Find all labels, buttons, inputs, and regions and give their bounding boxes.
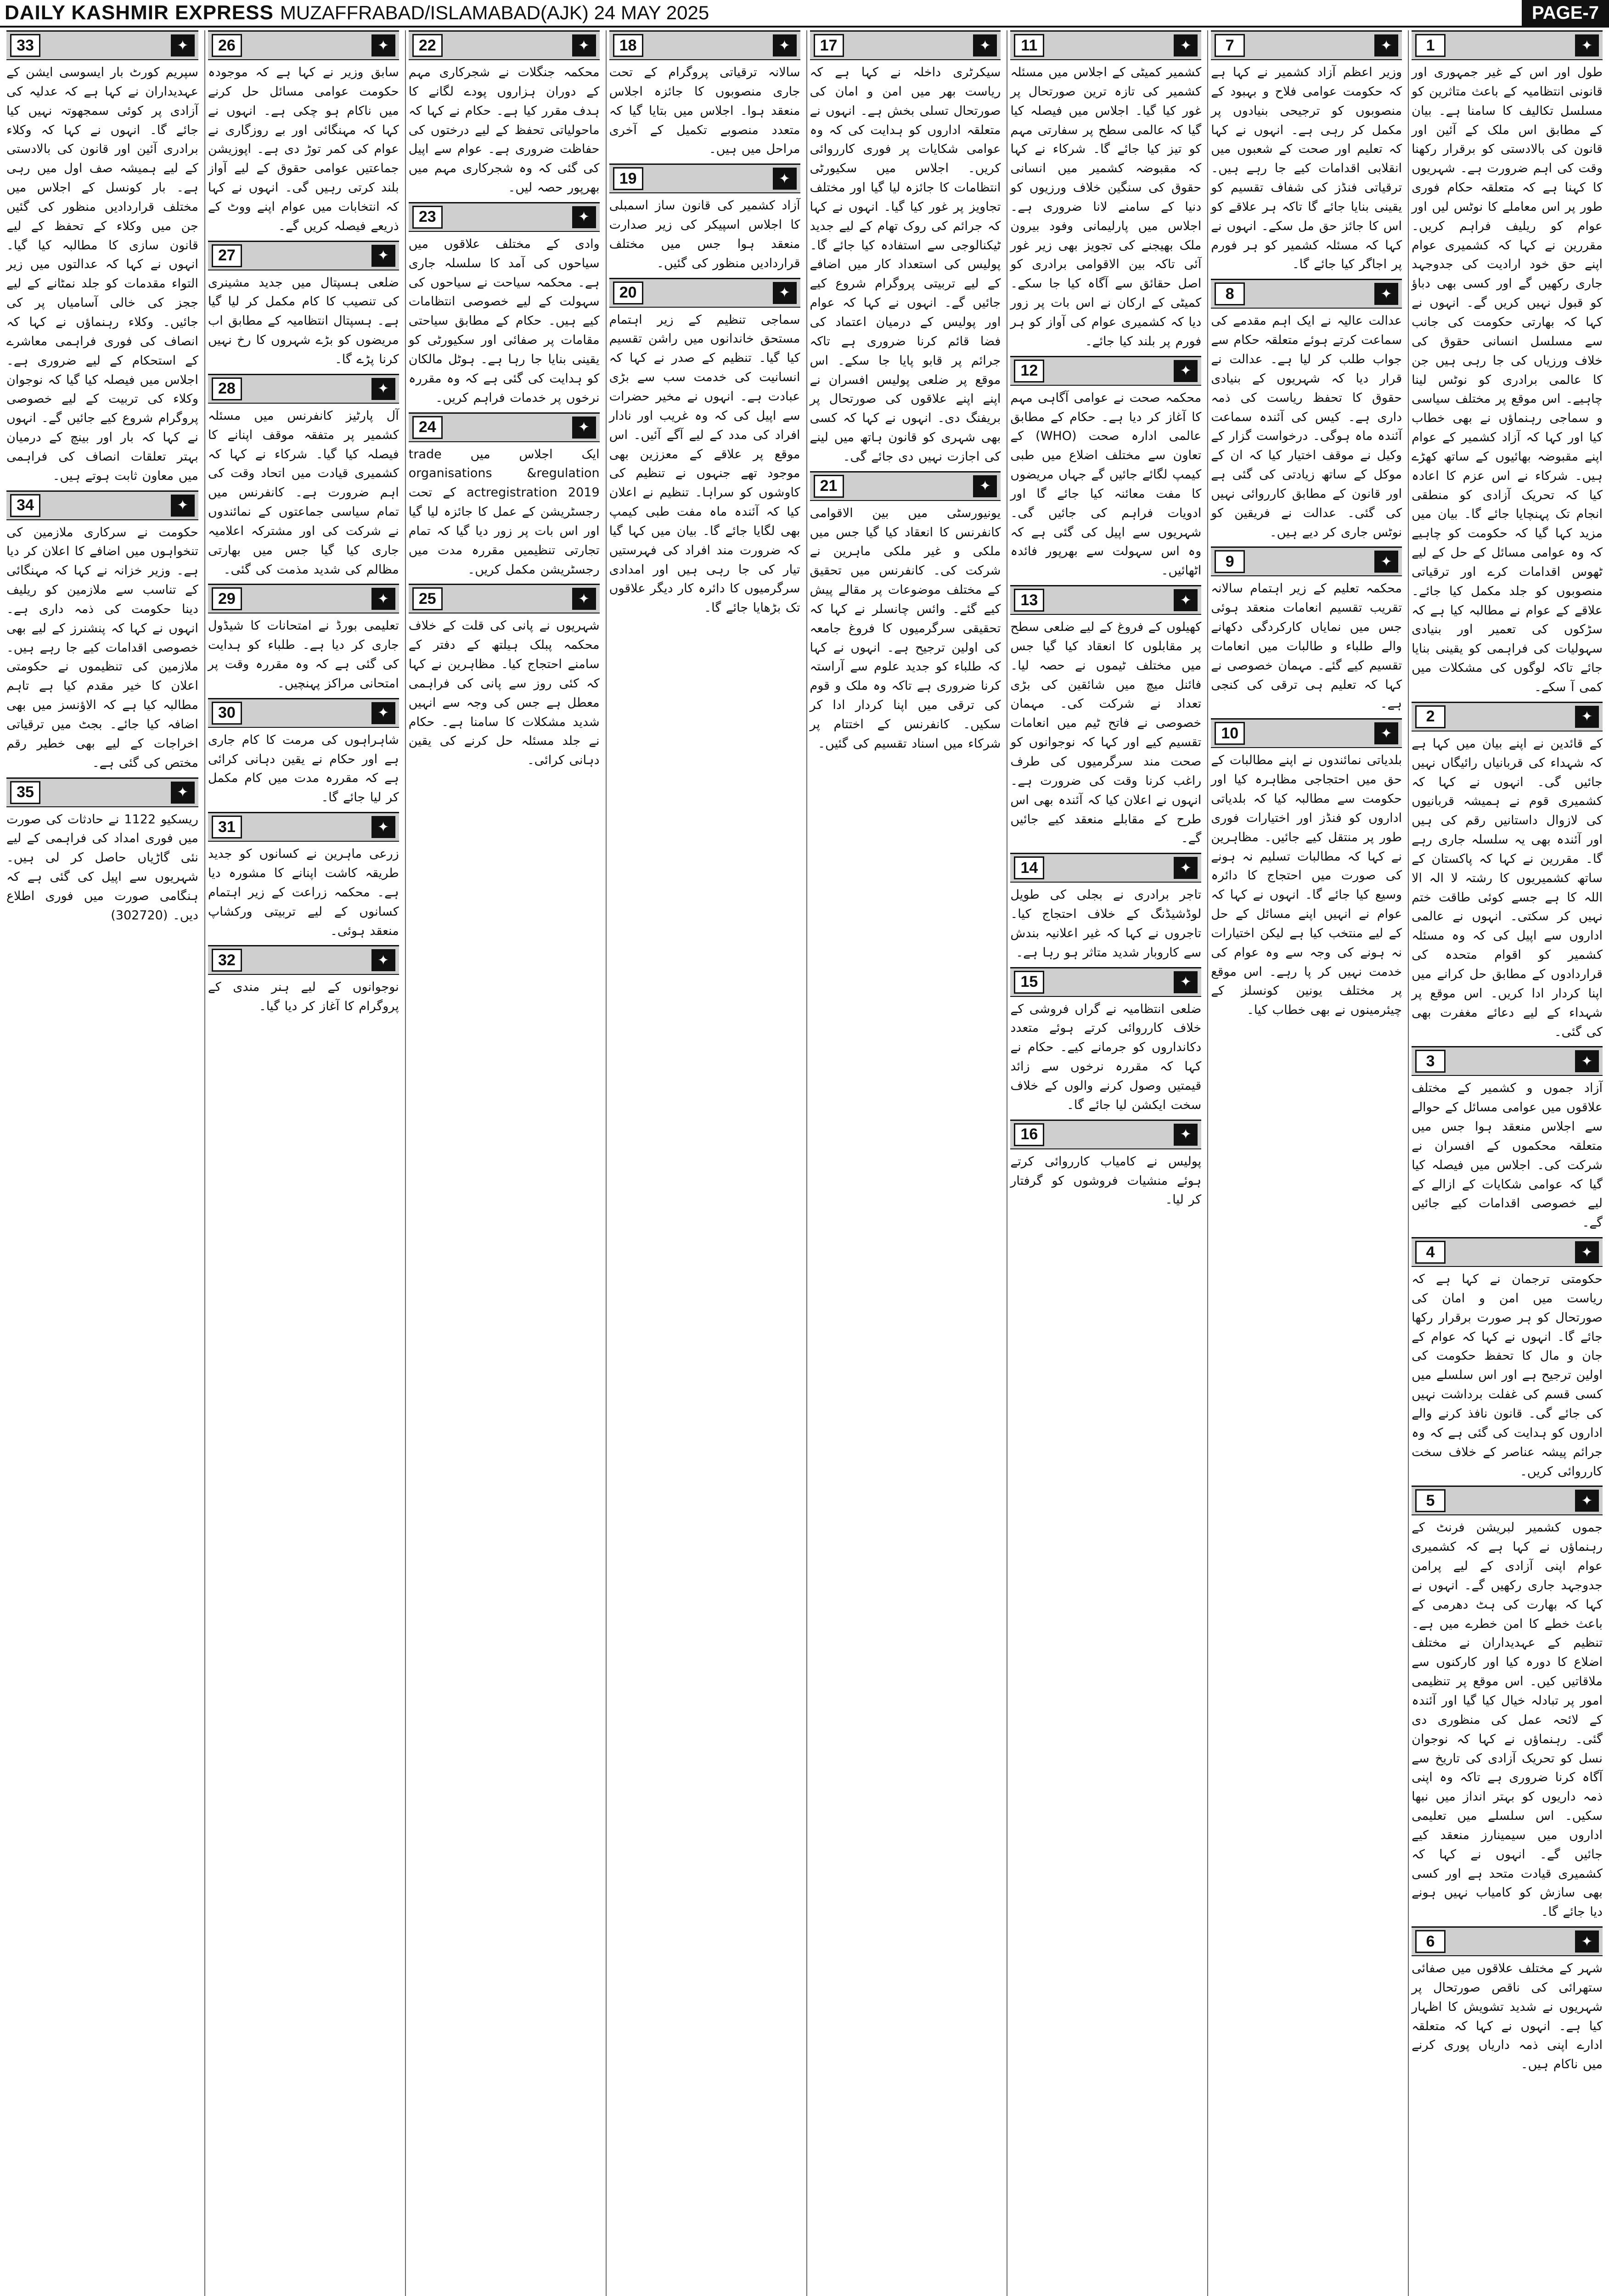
- news-item-header: [1412, 30, 1603, 60]
- news-item: [6, 490, 198, 773]
- news-item-text: کھیلوں کے فروغ کے لیے ضلعی سطح پر مقابلوں کا انعقاد کیا گیا جس میں مختلف ٹیموں نے حصہ لیا۔ فائنل میچ میں شائقین کی بڑی تعداد نے شرکت کی۔ مہمان خصوصی نے فاتح ٹیم میں انعامات تقسیم کیے اور کہا کہ نوجوانوں کو صحت مند سرگرمیوں کی طرف راغب کرنا وقت کی ضرورت ہے۔ انہوں نے اعلان کیا کہ آئندہ بھی اس طرح کے مقابلے منعقد کیے جائیں گے۔: [1010, 620, 1202, 846]
- news-item-number: 17: [814, 34, 844, 57]
- news-item-header: [810, 471, 1001, 501]
- news-item-text: ریسکیو 1122 نے حادثات کی صورت میں فوری امداد کی فراہمی کے لیے نئی گاڑیاں حاصل کر لی ہیں۔ شہریوں سے اپیل کی گئی ہے کہ ہنگامی صورت میں فوری اطلاع دیں۔ (302720): [6, 812, 198, 923]
- news-item-number: 8: [1215, 282, 1245, 305]
- calligraphy-emblem-icon: ✦: [1174, 360, 1198, 382]
- news-item-number: 29: [212, 587, 242, 610]
- newspaper-name: DAILY KASHMIR EXPRESS: [5, 1, 274, 24]
- news-item-header: [208, 241, 399, 270]
- news-item: [1412, 1926, 1603, 2074]
- news-item: [1010, 356, 1201, 580]
- news-item-text: نوجوانوں کے لیے ہنر مندی کے پروگرام کا آغاز کر دیا گیا۔: [208, 980, 399, 1014]
- news-item-header: [1010, 967, 1201, 997]
- news-item-text: کشمیر کمیٹی کے اجلاس میں مسئلہ کشمیر کی تازہ ترین صورتحال پر غور کیا گیا۔ اجلاس میں فیصلہ کیا گیا کہ عالمی سطح پر سفارتی مہم کو تیز کیا جائے گا۔ شرکاء نے کہا کہ مقبوضہ کشمیر میں انسانی حقوق کی سنگین خلاف ورزیوں کو دنیا کے سامنے لانا ضروری ہے۔ اجلاس میں پارلیمانی وفود بیرون ملک بھیجنے کی تجویز بھی زیر غور آئی تاکہ بین الاقوامی برادری کو اصل حقائق سے آگاہ کیا جا سکے۔ کمیٹی کے ارکان نے اس بات پر زور دیا کہ کشمیری عوام کی آواز کو ہر فورم پر بلند کیا جائے۔: [1010, 65, 1202, 349]
- news-item-header: [1211, 546, 1402, 576]
- news-item-number: 4: [1415, 1241, 1446, 1264]
- news-item-text: محکمہ جنگلات نے شجرکاری مہم کے دوران ہزاروں پودے لگانے کا ہدف مقرر کیا ہے۔ حکام نے کہا کہ ماحولیاتی تحفظ کے لیے درختوں کی حفاظت ضروری ہے۔ عوام سے اپیل کی گئی کہ وہ شجرکاری مہم میں بھرپور حصہ لیں۔: [408, 65, 600, 195]
- news-column: [606, 30, 803, 2296]
- news-item-number: 1: [1415, 34, 1446, 57]
- news-item: [6, 30, 198, 486]
- calligraphy-emblem-icon: ✦: [171, 782, 195, 804]
- calligraphy-emblem-icon: ✦: [1374, 283, 1398, 305]
- masthead: [0, 0, 1609, 28]
- news-item-number: 15: [1014, 971, 1044, 994]
- news-item-number: 34: [10, 494, 40, 517]
- news-item-header: [208, 698, 399, 728]
- news-item-header: [208, 812, 399, 842]
- news-item-number: 28: [212, 377, 242, 400]
- news-item-text: شہریوں نے پانی کی قلت کے خلاف محکمہ پبلک ہیلتھ کے دفتر کے سامنے احتجاج کیا۔ مظاہرین نے کہا کہ کئی روز سے پانی کی فراہمی معطل ہے جس کی وجہ سے انہیں شدید مشکلات کا سامنا ہے۔ حکام نے جلد مسئلہ حل کرنے کی یقین دہانی کرائی۔: [408, 619, 600, 768]
- news-item: [1412, 1046, 1603, 1232]
- news-item-header: [1412, 1926, 1603, 1956]
- news-item-text: وادی کے مختلف علاقوں میں سیاحوں کی آمد کا سلسلہ جاری ہے۔ محکمہ سیاحت نے سیاحوں کی سہولت کے لیے خصوصی انتظامات کیے ہیں۔ حکام کے مطابق سیاحتی مقامات پر صفائی اور سکیورٹی کو یقینی بنایا جا رہا ہے۔ ہوٹل مالکان کو ہدایت کی گئی ہے کہ وہ مقررہ نرخوں پر خدمات فراہم کریں۔: [408, 236, 600, 405]
- news-item-header: [208, 584, 399, 613]
- news-item-number: 30: [212, 702, 242, 725]
- calligraphy-emblem-icon: ✦: [572, 588, 596, 610]
- calligraphy-emblem-icon: ✦: [572, 34, 596, 56]
- news-item: [1211, 30, 1402, 274]
- news-item-number: 21: [814, 475, 844, 498]
- news-item-header: [6, 490, 198, 520]
- news-item-number: 23: [412, 206, 443, 229]
- calligraphy-emblem-icon: ✦: [371, 949, 395, 971]
- news-item-header: [1010, 853, 1201, 883]
- news-item: [208, 698, 399, 807]
- news-item-header: [1010, 1120, 1201, 1149]
- news-item: [409, 412, 600, 580]
- news-item-number: 3: [1415, 1050, 1446, 1073]
- news-item-text: حکومت نے سرکاری ملازمین کی تنخواہوں میں اضافے کا اعلان کر دیا ہے۔ وزیر خزانہ نے کہا کہ مہنگائی کے تناسب سے ملازمین کو ریلیف دینا حکومت کی ذمہ داری ہے۔ انہوں نے کہا کہ پنشنرز کے لیے بھی خصوصی اقدامات کیے جا رہے ہیں۔ ملازمین کی تنظیموں نے حکومتی اعلان کا خیر مقدم کیا ہے تاہم مطالبہ کیا ہے کہ الاؤنسز میں بھی اضافہ کیا جائے۔ بجٹ میں ترقیاتی اخراجات کے لیے بھی خطیر رقم مختص کی گئی ہے۔: [6, 525, 198, 770]
- calligraphy-emblem-icon: ✦: [1174, 589, 1198, 611]
- news-item-number: 31: [212, 816, 242, 838]
- calligraphy-emblem-icon: ✦: [371, 702, 395, 724]
- news-item-number: 13: [1014, 589, 1044, 612]
- news-item: [208, 241, 399, 369]
- news-item-text: شاہراہوں کی مرمت کا کام جاری ہے اور حکام نے یقین دہانی کرائی ہے کہ مقررہ مدت میں کام مکمل کر لیا جائے گا۔: [208, 732, 399, 805]
- calligraphy-emblem-icon: ✦: [171, 495, 195, 517]
- news-item-number: 32: [212, 949, 242, 972]
- news-item: [1010, 967, 1201, 1115]
- news-item-number: 2: [1415, 705, 1446, 728]
- calligraphy-emblem-icon: ✦: [1575, 1241, 1599, 1263]
- news-item: [1412, 30, 1603, 697]
- news-item-header: [6, 777, 198, 807]
- news-item: [810, 471, 1001, 754]
- calligraphy-emblem-icon: ✦: [1174, 971, 1198, 993]
- calligraphy-emblem-icon: ✦: [371, 34, 395, 56]
- news-item-text: محکمہ صحت نے عوامی آگاہی مہم کا آغاز کر دیا ہے۔ حکام کے مطابق عالمی ادارہ صحت (WHO) کے تعاون سے مختلف اضلاع میں طبی کیمپ لگائے جائیں گے جہاں مریضوں کا مفت معائنہ کیا جائے گا اور ادویات فراہم کی جائیں گی۔ شہریوں سے اپیل کی گئی ہے کہ وہ اس سہولت سے بھرپور فائدہ اٹھائیں۔: [1010, 390, 1202, 578]
- news-item-text: زرعی ماہرین نے کسانوں کو جدید طریقہ کاشت اپنانے کا مشورہ دیا ہے۔ محکمہ زراعت کے زیر اہتمام کسانوں کے لیے تربیتی ورکشاپ منعقد ہوئی۔: [208, 847, 399, 938]
- news-item-header: [208, 945, 399, 975]
- news-item-text: ضلعی ہسپتال میں جدید مشینری کی تنصیب کا کام مکمل کر لیا گیا ہے۔ ہسپتال انتظامیہ کے مطابق اب مریضوں کو بڑے شہروں کا رخ نہیں کرنا پڑے گا۔: [208, 275, 399, 366]
- news-item-header: [1412, 1046, 1603, 1076]
- news-item-text: تاجر برادری نے بجلی کی طویل لوڈشیڈنگ کے خلاف احتجاج کیا۔ تاجروں نے کہا کہ غیر اعلانیہ بندش سے کاروبار شدید متاثر ہو رہا ہے۔: [1010, 888, 1202, 960]
- news-item-header: [1010, 356, 1201, 386]
- news-item-text: طول اور اس کے غیر جمہوری اور قانونی انتظامیہ کے باعث متاثرین کو مسلسل تکالیف کا سامنا ہے۔ بیان کے مطابق اس ملک کے آئین اور قانون کی بالادستی کو برقرار رکھنا وقت کی اہم ضرورت ہے۔ شہریوں کا کہنا ہے کہ متعلقہ حکام فوری طور پر اس معاملے کا نوٹس لیں اور عوام کو ریلیف فراہم کریں۔ مقررین نے کہا کہ کشمیری عوام اپنے حق خود ارادیت کی جدوجہد جاری رکھیں گے اور کسی بھی دباؤ کو قبول نہیں کریں گے۔ انہوں نے کہا کہ بھارتی حکومت کی جانب سے مسلسل انسانی حقوق کی خلاف ورزیاں کی جا رہی ہیں جن کا عالمی برادری کو نوٹس لینا چاہیے۔ اس موقع پر مختلف سیاسی و سماجی رہنماؤں نے بھی خطاب کیا اور کہا کہ آزاد کشمیر کے عوام اپنے مقبوضہ بھائیوں کے ساتھ کھڑے ہیں۔ شرکاء نے اس عزم کا اعادہ کیا کہ تحریک آزادی کو منطقی انجام تک پہنچایا جائے گا۔ بیان میں مزید کہا گیا کہ حکومت کو چاہیے کہ وہ عوامی مسائل کے حل کے لیے ٹھوس اقدامات کرے اور ترقیاتی منصوبوں کو جلد مکمل کیا جائے۔ علاقے کے عوام نے مطالبہ کیا ہے کہ سڑکوں کی تعمیر اور بنیادی سہولیات کی فراہمی کو یقینی بنایا جائے تاکہ لوگوں کی مشکلات میں کمی آ سکے۔: [1412, 65, 1603, 694]
- news-item-header: [609, 163, 800, 193]
- news-item-number: 25: [412, 587, 443, 610]
- news-item-text: بلدیاتی نمائندوں نے اپنے مطالبات کے حق میں احتجاجی مظاہرہ کیا اور حکومت سے مطالبہ کیا کہ بلدیاتی اداروں کو فنڈز اور اختیارات فوری طور پر منتقل کیے جائیں۔ مظاہرین نے کہا کہ مطالبات تسلیم نہ ہونے کی صورت میں احتجاج کا دائرہ وسیع کیا جائے گا۔ انہوں نے کہا کہ عوام نے انہیں اپنے مسائل کے حل کے لیے منتخب کیا ہے لیکن اختیارات نہ ہونے کی وجہ سے وہ عوام کی خدمت نہیں کر پا رہے۔ اس موقع پر مختلف یونین کونسلز کے چیئرمینوں نے بھی خطاب کیا۔: [1211, 753, 1402, 1018]
- news-item: [1412, 1237, 1603, 1481]
- news-item-text: پولیس نے کامیاب کارروائی کرتے ہوئے منشیات فروشوں کو گرفتار کر لیا۔: [1010, 1154, 1202, 1207]
- news-item-text: سیکرٹری داخلہ نے کہا ہے کہ ریاست بھر میں امن و امان کی صورتحال تسلی بخش ہے۔ انہوں نے متعلقہ اداروں کو ہدایت کی کہ وہ عوامی شکایات پر فوری کارروائی کریں۔ اجلاس میں سکیورٹی انتظامات کا جائزہ لیا گیا اور مختلف تجاویز پر غور کیا گیا۔ انہوں نے کہا کہ جرائم کی روک تھام کے لیے جدید ٹیکنالوجی سے استفادہ کیا جائے گا۔ پولیس کی استعداد کار میں اضافے کے لیے تربیتی پروگرام شروع کیے جائیں گے۔ انہوں نے کہا کہ عوام اور پولیس کے درمیان اعتماد کی فضا قائم کرنا ضروری ہے تاکہ جرائم پر قابو پایا جا سکے۔ اس موقع پر ضلعی پولیس افسران نے اپنے اپنے علاقوں کی صورتحال پر بریفنگ دی۔ انہوں نے کہا کہ کسی بھی شہری کو قانون ہاتھ میں لینے کی اجازت نہیں دی جائے گی۔: [810, 65, 1001, 464]
- news-item: [609, 163, 800, 273]
- news-item: [1412, 1486, 1603, 1922]
- news-item-header: [1412, 702, 1603, 732]
- news-item-text: آزاد کشمیر کی قانون ساز اسمبلی کا اجلاس اسپیکر کی زیر صدارت منعقد ہوا جس میں مختلف قراردادیں منظور کی گئیں۔: [609, 198, 800, 270]
- dateline: MUZAFFRABAD/ISLAMABAD(AJK) 24 MAY 2025: [280, 2, 709, 23]
- news-item-header: [208, 374, 399, 404]
- news-item-text: محکمہ تعلیم کے زیر اہتمام سالانہ تقریب تقسیم انعامات منعقد ہوئی جس میں نمایاں کارکردگی دکھانے والے طلباء و طالبات میں انعامات تقسیم کیے گئے۔ مہمان خصوصی نے کہا کہ تعلیم ہی ترقی کی کنجی ہے۔: [1211, 581, 1402, 711]
- news-item-number: 24: [412, 416, 443, 439]
- news-item-number: 35: [10, 781, 40, 804]
- news-item: [208, 374, 399, 580]
- calligraphy-emblem-icon: ✦: [572, 416, 596, 439]
- news-item-header: [1211, 30, 1402, 60]
- news-item-header: [1211, 279, 1402, 309]
- news-item-header: [409, 584, 600, 613]
- calligraphy-emblem-icon: ✦: [1575, 1490, 1599, 1512]
- news-item: [409, 202, 600, 408]
- news-item-number: 9: [1215, 550, 1245, 573]
- news-item-number: 5: [1415, 1489, 1446, 1512]
- news-item-header: [1010, 30, 1201, 60]
- calligraphy-emblem-icon: ✦: [171, 34, 195, 56]
- news-item-text: یونیورسٹی میں بین الاقوامی کانفرنس کا انعقاد کیا گیا جس میں ملکی و غیر ملکی ماہرین نے شرکت کی۔ کانفرنس میں تحقیق کے مختلف موضوعات پر مقالے پیش کیے گئے۔ وائس چانسلر نے کہا کہ تحقیقی سرگرمیوں کا فروغ جامعہ کی اولین ترجیح ہے۔ انہوں نے کہا کہ طلباء کو جدید علوم سے آراستہ کرنا ضروری ہے تاکہ وہ ملک و قوم کی ترقی میں اپنا کردار ادا کر سکیں۔ کانفرنس کے اختتام پر شرکاء میں اسناد تقسیم کی گئیں۔: [810, 506, 1001, 751]
- news-item: [208, 584, 399, 693]
- news-item: [1211, 718, 1402, 1020]
- calligraphy-emblem-icon: ✦: [773, 168, 797, 190]
- news-item-text: آل پارٹیز کانفرنس میں مسئلہ کشمیر پر متفقہ موقف اپنانے کا فیصلہ کیا گیا۔ شرکاء نے کہا کہ کشمیری قیادت میں اتحاد وقت کی اہم ضرورت ہے۔ کانفرنس میں تمام سیاسی جماعتوں کے نمائندوں نے شرکت کی اور مشترکہ اعلامیہ جاری کیا گیا جس میں بھارتی مظالم کی شدید مذمت کی گئی۔: [208, 408, 399, 577]
- news-item: [810, 30, 1001, 467]
- news-item-number: 11: [1014, 34, 1044, 57]
- calligraphy-emblem-icon: ✦: [1174, 1124, 1198, 1146]
- calligraphy-emblem-icon: ✦: [371, 588, 395, 610]
- news-item-text: سابق وزیر نے کہا ہے کہ موجودہ حکومت عوامی مسائل حل کرنے میں ناکام ہو چکی ہے۔ انہوں نے کہا کہ مہنگائی اور بے روزگاری نے عوام کی کمر توڑ دی ہے۔ اپوزیشن جماعتیں عوامی حقوق کے لیے آواز بلند کرتی رہیں گی۔ انہوں نے کہا کہ انتخابات میں عوام اپنے ووٹ کے ذریعے فیصلہ کریں گے۔: [208, 65, 399, 233]
- news-item-number: 18: [613, 34, 643, 57]
- news-item-number: 33: [10, 34, 40, 57]
- news-item-text: سپریم کورٹ بار ایسوسی ایشن کے عہدیداران نے کہا ہے کہ عدلیہ کی آزادی پر کوئی سمجھوتہ نہیں کیا جائے گا۔ انہوں نے کہا کہ وکلاء برادری آئین اور قانون کی بالادستی کے لیے ہمیشہ صف اول میں رہی ہے۔ بار کونسل کے اجلاس میں مختلف قراردادیں منظور کی گئیں جن میں وکلاء کے تحفظ کے لیے قانون سازی کا مطالبہ کیا گیا۔ انہوں نے کہا کہ عدالتوں میں زیر التواء مقدمات کو جلد نمٹانے کے لیے ججز کی خالی آسامیاں پر کی جائیں۔ وکلاء رہنماؤں نے کہا کہ انصاف کی فوری فراہمی معاشرے کے استحکام کے لیے ضروری ہے۔ اجلاس میں فیصلہ کیا گیا کہ نوجوان وکلاء کی تربیت کے لیے خصوصی پروگرام شروع کیے جائیں گے۔ انہوں نے کہا کہ بار اور بینچ کے درمیان بہتر تعلقات انصاف کی فراہمی میں معاون ثابت ہوتے ہیں۔: [6, 65, 198, 483]
- news-item: [208, 812, 399, 940]
- news-item-number: 14: [1014, 856, 1044, 879]
- calligraphy-emblem-icon: ✦: [1174, 857, 1198, 879]
- news-item-text: سماجی تنظیم کے زیر اہتمام مستحق خاندانوں میں راشن تقسیم کیا گیا۔ تنظیم کے صدر نے کہا کہ انسانیت کی خدمت سب سے بڑی عبادت ہے۔ انہوں نے مخیر حضرات سے اپیل کی کہ وہ غریب اور نادار افراد کی مدد کے لیے آگے آئیں۔ اس موقع پر علاقے کے معززین بھی موجود تھے جنہوں نے تنظیم کی کاوشوں کو سراہا۔ تنظیم نے اعلان کیا کہ آئندہ ماہ مفت طبی کیمپ بھی لگایا جائے گا۔ بیان میں کہا گیا کہ ضرورت مند افراد کی فہرستیں تیار کی جا رہی ہیں اور امدادی سرگرمیوں کا دائرہ کار دیگر علاقوں تک بڑھایا جائے گا۔: [609, 312, 800, 615]
- news-item: [609, 278, 800, 618]
- calligraphy-emblem-icon: ✦: [1575, 1050, 1599, 1072]
- calligraphy-emblem-icon: ✦: [371, 378, 395, 400]
- calligraphy-emblem-icon: ✦: [773, 282, 797, 304]
- calligraphy-emblem-icon: ✦: [973, 475, 997, 497]
- calligraphy-emblem-icon: ✦: [572, 206, 596, 228]
- news-item-header: [1211, 718, 1402, 748]
- news-column: [806, 30, 1004, 2296]
- news-item-header: [208, 30, 399, 60]
- news-item-header: [6, 30, 198, 60]
- news-item: [409, 30, 600, 197]
- news-item: [1010, 585, 1201, 848]
- news-column: [1207, 30, 1405, 2296]
- news-column: [1408, 30, 1605, 2296]
- newspaper-page: [4, 30, 1605, 2296]
- news-item-text: ضلعی انتظامیہ نے گراں فروشی کے خلاف کارروائی کرتے ہوئے متعدد دکانداروں کو جرمانے کیے۔ حکام نے کہا کہ مقررہ نرخوں سے زائد قیمتیں وصول کرنے والوں کے خلاف سخت ایکشن لیا جائے گا۔: [1010, 1002, 1202, 1112]
- news-item-text: ایک اجلاس میں trade organisations &regulation actregistration 2019 کے تحت رجسٹریشن کے عمل کا جائزہ لیا گیا اور اس بات پر زور دیا گیا کہ تمام تجارتی تنظیمیں مقررہ مدت میں رجسٹریشن مکمل کریں۔: [408, 447, 600, 577]
- news-item-number: 22: [412, 34, 443, 57]
- calligraphy-emblem-icon: ✦: [1374, 722, 1398, 744]
- calligraphy-emblem-icon: ✦: [1374, 34, 1398, 56]
- news-item: [208, 945, 399, 1016]
- news-item-number: 27: [212, 244, 242, 267]
- news-item-text: عدالت عالیہ نے ایک اہم مقدمے کی سماعت کرتے ہوئے متعلقہ حکام سے جواب طلب کر لیا ہے۔ عدالت نے قرار دیا کہ شہریوں کے بنیادی حقوق کا تحفظ ریاست کی ذمہ داری ہے۔ کیس کی آئندہ سماعت آئندہ ماہ ہوگی۔ درخواست گزار کے وکیل نے موقف اختیار کیا کہ ان کے موکل کے ساتھ زیادتی کی گئی ہے اور قانون کے مطابق کارروائی نہیں کی گئی۔ عدالت نے فریقین کو نوٹس جاری کر دیے ہیں۔: [1211, 314, 1402, 540]
- page-number: PAGE-7: [1522, 0, 1609, 26]
- news-item-header: [609, 278, 800, 308]
- news-item-header: [409, 30, 600, 60]
- news-item-number: 19: [613, 167, 643, 190]
- news-column: [204, 30, 402, 2296]
- news-item-header: [609, 30, 800, 60]
- news-item: [609, 30, 800, 159]
- news-item-text: کے قائدین نے اپنے بیان میں کہا ہے کہ شہداء کی قربانیاں رائیگاں نہیں جائیں گی۔ انہوں نے کہا کہ کشمیری قوم نے ہمیشہ قربانیوں کی لازوال داستانیں رقم کی ہیں اور آئندہ بھی یہ سلسلہ جاری رہے گا۔ مقررین نے کہا کہ پاکستان کے ساتھ کشمیریوں کا رشتہ لا الہ الا اللہ کا ہے جسے کوئی طاقت ختم نہیں کر سکتی۔ انہوں نے عالمی اداروں سے اپیل کی کہ وہ مسئلہ کشمیر کو اقوام متحدہ کی قراردادوں کے مطابق حل کرانے میں اپنا کردار ادا کریں۔ اس موقع پر شہداء کے لیے دعائے مغفرت بھی کی گئی۔: [1412, 736, 1603, 1039]
- calligraphy-emblem-icon: ✦: [1174, 34, 1198, 56]
- news-item: [6, 777, 198, 925]
- news-item-header: [409, 412, 600, 442]
- news-column: [1007, 30, 1204, 2296]
- news-item: [1010, 30, 1201, 351]
- news-item-text: حکومتی ترجمان نے کہا ہے کہ ریاست میں امن و امان کی صورتحال کو ہر صورت برقرار رکھا جائے گا۔ انہوں نے کہا کہ عوام کے جان و مال کا تحفظ حکومت کی اولین ترجیح ہے اور اس سلسلے میں کسی قسم کی غفلت برداشت نہیں کی جائے گی۔ قانون نافذ کرنے والے اداروں کو ہدایت کی گئی ہے کہ وہ جرائم پیشہ عناصر کے خلاف سخت کارروائی کریں۔: [1412, 1272, 1603, 1479]
- news-item: [1211, 546, 1402, 714]
- news-column: [4, 30, 201, 2296]
- news-item: [1211, 279, 1402, 542]
- news-item-number: 7: [1215, 34, 1245, 57]
- news-item-number: 26: [212, 34, 242, 57]
- news-item-text: جموں کشمیر لبریشن فرنٹ کے رہنماؤں نے کہا ہے کہ کشمیری عوام اپنی آزادی کے لیے پرامن جدوجہد جاری رکھیں گے۔ انہوں نے کہا کہ بھارت کی ہٹ دھرمی کے باعث خطے کا امن خطرے میں ہے۔ تنظیم کے عہدیداران نے مختلف اضلاع کا دورہ کیا اور کارکنوں سے ملاقاتیں کیں۔ اس موقع پر تنظیمی امور پر تبادلہ خیال کیا گیا اور آئندہ کے لائحہ عمل کی منظوری دی گئی۔ رہنماؤں نے کہا کہ نوجوان نسل کو تحریک آزادی کی تاریخ سے آگاہ کرنا ضروری ہے تاکہ وہ اپنی ذمہ داریوں کو بہتر انداز میں نبھا سکیں۔ اس سلسلے میں تعلیمی اداروں میں سیمینارز منعقد کیے جائیں گے۔ انہوں نے کہا کہ کشمیری قیادت متحد ہے اور کسی بھی سازش کو کامیاب نہیں ہونے دیا جائے گا۔: [1412, 1520, 1603, 1919]
- news-item: [1010, 853, 1201, 962]
- news-item: [1010, 1120, 1201, 1210]
- news-item: [409, 584, 600, 770]
- news-item-number: 10: [1215, 722, 1245, 745]
- calligraphy-emblem-icon: ✦: [371, 245, 395, 267]
- calligraphy-emblem-icon: ✦: [1374, 551, 1398, 573]
- calligraphy-emblem-icon: ✦: [773, 34, 797, 56]
- news-item-header: [1412, 1486, 1603, 1515]
- news-item-number: 20: [613, 281, 643, 304]
- news-item-number: 6: [1415, 1930, 1446, 1953]
- news-item: [1412, 702, 1603, 1042]
- news-item-header: [1010, 585, 1201, 615]
- news-item-text: وزیر اعظم آزاد کشمیر نے کہا ہے کہ حکومت عوامی فلاح و بہبود کے منصوبوں کو ترجیحی بنیادوں پر مکمل کر رہی ہے۔ انہوں نے کہا کہ تعلیم اور صحت کے شعبوں میں انقلابی اقدامات کیے جا رہے ہیں۔ ترقیاتی فنڈز کی شفاف تقسیم کو یقینی بنایا جائے گا تاکہ ہر علاقے کو اس کا جائز حق مل سکے۔ انہوں نے کہا کہ مسئلہ کشمیر کو ہر فورم پر اجاگر کیا جائے گا۔: [1211, 65, 1402, 272]
- news-item-text: سالانہ ترقیاتی پروگرام کے تحت جاری منصوبوں کا جائزہ اجلاس منعقد ہوا۔ اجلاس میں بتایا گیا کہ متعدد منصوبے تکمیل کے آخری مراحل میں ہیں۔: [609, 65, 800, 157]
- calligraphy-emblem-icon: ✦: [371, 816, 395, 838]
- calligraphy-emblem-icon: ✦: [1575, 706, 1599, 728]
- calligraphy-emblem-icon: ✦: [1575, 34, 1599, 56]
- news-item-text: شہر کے مختلف علاقوں میں صفائی ستھرائی کی ناقص صورتحال پر شہریوں نے شدید تشویش کا اظہار کیا ہے۔ انہوں نے کہا کہ متعلقہ ادارے اپنی ذمہ داریاں پوری کرنے میں ناکام ہیں۔: [1412, 1961, 1603, 2072]
- news-item-header: [409, 202, 600, 232]
- calligraphy-emblem-icon: ✦: [973, 34, 997, 56]
- calligraphy-emblem-icon: ✦: [1575, 1930, 1599, 1953]
- news-item-header: [810, 30, 1001, 60]
- news-column: [405, 30, 602, 2296]
- news-item-text: تعلیمی بورڈ نے امتحانات کا شیڈول جاری کر دیا ہے۔ طلباء کو ہدایت کی گئی ہے کہ وہ مقررہ وقت پر امتحانی مراکز پہنچیں۔: [208, 619, 399, 691]
- news-item: [208, 30, 399, 236]
- news-item-number: 12: [1014, 360, 1044, 383]
- news-item-header: [1412, 1237, 1603, 1267]
- news-item-number: 16: [1014, 1123, 1044, 1146]
- news-item-text: آزاد جموں و کشمیر کے مختلف علاقوں میں عوامی مسائل کے حوالے سے اجلاس منعقد ہوا جس میں متعلقہ محکموں کے افسران نے شرکت کی۔ اجلاس میں فیصلہ کیا گیا کہ عوامی شکایات کے ازالے کے لیے خصوصی اقدامات کیے جائیں گے۔: [1412, 1081, 1603, 1230]
